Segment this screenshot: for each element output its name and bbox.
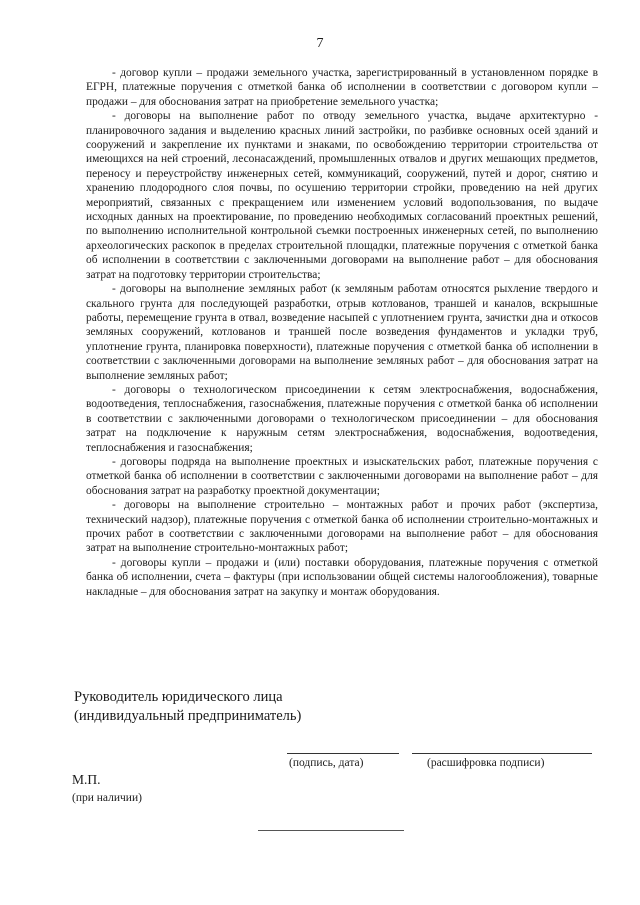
signer-title: [74, 688, 301, 726]
paragraph-site-preparation: - договоры на выполнение работ по отводу земельного участка, выдаче архитектурно - планировочного задания и выделению красных линий застройки, по разбивке основных осей зданий и сооружений и закрепление их пунктами и знаками, по освобождению территории строительства от имеющихся на ней строений, лесонасаждений, промышленных отвалов и других мешающих предметов, переносу и переустройству инженерных сетей, коммуникаций, сооружений, путей и дорог, снятию и хранению плодородного слоя почвы, по осушению территории стройки, проведению на ней других мероприятий, связанных с прекращением или изменением условий водопользования, по выдаче исходных данных на проектирование, по проведению необходимых согласований проектных решений, по выполнению исполнительной контрольной съемки построенных инженерных сетей, по выполнению археологических раскопок в пределах строительной площадки, платежные поручения с отметкой банка об исполнении в соответствии с заключенными договорами на выполнение работ – для обоснования затрат на подготовку территории строительства;: [86, 110, 598, 281]
page-number: 7: [316, 36, 324, 51]
signature-caption: (подпись, дата): [289, 757, 364, 769]
document-body: [86, 66, 598, 599]
signature-line: [287, 753, 399, 754]
paragraph-utility-connection: - договоры о технологическом присоединении к сетям электроснабжения, водоснабжения, водоотведения, теплоснабжения, газоснабжения, платежные поручения с отметкой банка об исполнении в соответствии с заключенными договорами о технологическом присоединении – для обоснования затрат на подключение к наружным сетям электроснабжения, водоснабжения, водоотведения, теплоснабжения и газоснабжения;: [86, 383, 598, 454]
stamp-label: М.П.: [72, 772, 101, 787]
paragraph-design-works: - договоры подряда на выполнение проектных и изыскательских работ, платежные поручения с отметкой банка об исполнении в соответствии с заключенными договорами на выполнение работ – для обоснования затрат на разработку проектной документации;: [86, 455, 598, 497]
paragraph-land-purchase: - договор купли – продажи земельного участка, зарегистрированный в установленном порядке в ЕГРН, платежные поручения с отметкой банка об исполнении в соответствии с договором купли – продажи – для обоснования затрат на приобретение земельного участка;: [86, 67, 598, 108]
signer-title-line-2: (индивидуальный предприниматель): [74, 708, 302, 724]
signature-decode-line: [412, 753, 592, 754]
stamp-note: (при наличии): [72, 792, 142, 804]
stamp-block: [72, 770, 142, 808]
paragraph-equipment-purchase: - договоры купли – продажи и (или) поставки оборудования, платежные поручения с отметкой банка об исполнении, счета – фактуры (при использовании общей системы налогообложения), товарные накладные – для обоснования затрат на закупку и монтаж оборудования.: [86, 556, 598, 598]
signature-decode-caption: (расшифровка подписи): [427, 757, 545, 769]
bottom-divider: [258, 830, 404, 831]
signer-title-line-1: Руководитель юридического лица: [74, 689, 283, 705]
paragraph-earthworks: - договоры на выполнение земляных работ (к земляным работам относятся рыхление твердого и скального грунта для последующей разработки, отрыв котлованов, траншей и каналов, вскрышные работы, перемещение грунта в отвал, возведение насыпей с уплотнением грунта, зачистки дна и откосов земляных сооружений, котлованов и траншей после возведения фундаментов и укладки труб, уплотнение грунта, планировка поверхности), платежные поручения с отметкой банка об исполнении в соответствии с заключенными договорами на выполнение земляных работ – для обоснования затрат на выполнение земляных работ;: [86, 283, 598, 382]
paragraph-construction-works: - договоры на выполнение строительно – монтажных работ и прочих работ (экспертиза, технический надзор), платежные поручения с отметкой банка об исполнении строительно-монтажных и прочих работ в соответствии с заключенными договорами на выполнение работ – для обоснования затрат на выполнение строительно-монтажных работ;: [86, 499, 598, 555]
